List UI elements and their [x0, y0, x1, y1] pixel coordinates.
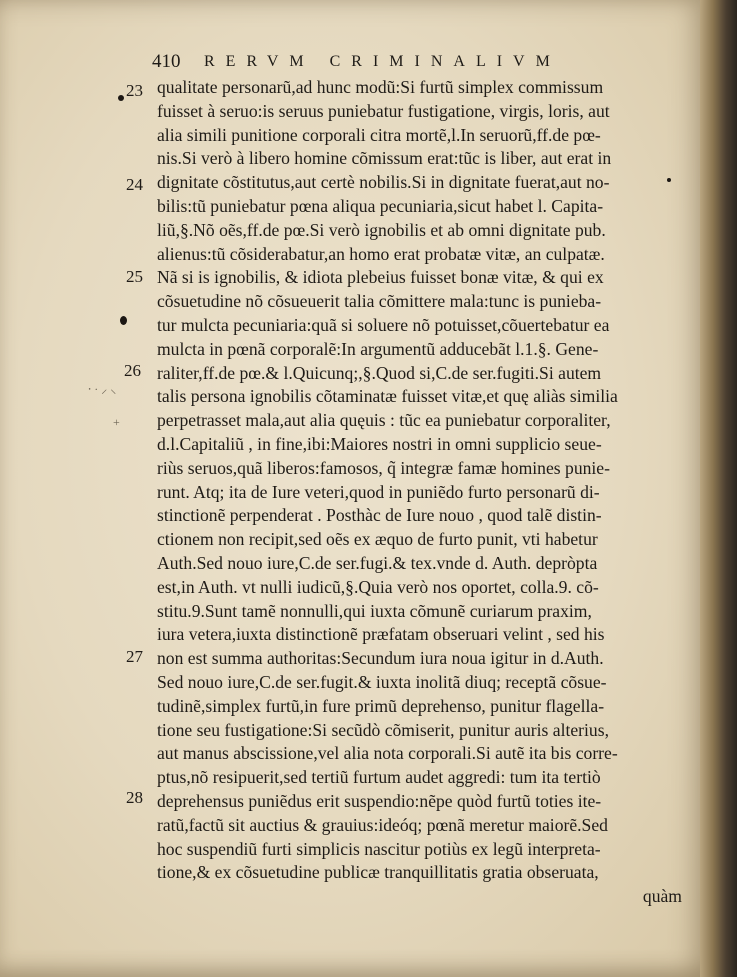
text-line: cõsuetudine nõ cõsueuerit talia cõmittere mala:tunc is punieba-: [157, 291, 602, 312]
text-line: tur mulcta pecuniaria:quã si soluere nõ potuisset,cõuertebatur ea: [157, 314, 610, 335]
page-gutter: [700, 0, 737, 977]
page-number: 410: [152, 51, 181, 72]
text-line: iura vetera,iuxta distinctionẽ præfatam obseruari velint , sed his: [157, 624, 605, 645]
text-line: non est summa authoritas:Secundum iura noua igitur in d.Auth.: [157, 648, 604, 669]
text-line: alienus:tũ cõsiderabatur,an homo erat probatæ vitæ, an culpatæ.: [157, 243, 605, 264]
text-line: d.l.Capitaliũ , in fine,ibi:Maiores nostri in omni supplicio seue-: [157, 433, 602, 454]
text-line: Sed nouo iure,C.de ser.fugit.& iuxta inolitã diuq; receptã cõsue-: [157, 671, 607, 692]
text-line: ratũ,factũ sit auctius & grauius:ideóq; pœnã meretur maiorẽ.Sed: [157, 814, 608, 835]
text-line: aut manus abscissione,vel alia nota corporali.Si autẽ ita bis corre-: [157, 743, 618, 764]
running-head: RERVM CRIMINALIVM: [204, 53, 561, 70]
text-line: stitu.9.Sunt tamẽ nonnulli,qui iuxta cõmunẽ curiarum praxim,: [157, 600, 592, 621]
text-line: runt. Atq; ita de Iure veteri,quod in puniẽdo furto personarũ di-: [157, 481, 600, 502]
text-line: Nã si is ignobilis, & idiota plebeius fuisset bonæ vitæ, & qui ex: [157, 267, 604, 288]
text-line: nis.Si verò à libero homine cõmissum erat:tũc is liber, aut erat in: [157, 148, 612, 169]
text-line: deprehensus puniẽdus erit suspendio:nẽpe quòd furtũ toties ite-: [157, 790, 602, 811]
text-line: riùs seruos,quã liberos:famosos, q̃ integræ famæ homines punie-: [157, 457, 610, 478]
margin-number: 24: [126, 175, 143, 194]
margin-number: 25: [126, 267, 143, 286]
text-line: mulcta in pœnã corporalẽ:In argumentũ adducebãt l.1.§. Gene-: [157, 338, 599, 359]
margin-number: 26: [124, 361, 141, 380]
text-line: talis persona ignobilis cõtaminatæ fuisset vitæ,et quę aliàs similia: [157, 386, 618, 407]
text-line: ctionem non recipit,sed oẽs ex æquo de furto punit, vti habetur: [157, 529, 598, 550]
margin-number: 28: [126, 788, 143, 807]
text-line: tudinẽ,simplex furtũ,in fure primũ deprehenso, punitur flagella-: [157, 695, 605, 716]
body-text: [157, 76, 682, 909]
pencil-mark: +: [113, 415, 120, 429]
text-line: tione seu fustigatione:Si secũdò cõmiserit, punitur auris alterius,: [157, 719, 609, 740]
text-line: perpetrasset mala,aut alia quęuis : tũc ea puniebatur corporaliter,: [157, 410, 611, 431]
text-line: stinctionẽ perpenderat . Posthàc de Iure nouo , quod talẽ distin-: [157, 505, 602, 526]
text-line: hoc suspendiũ furti simplicis nascitur potiùs ex legũ interpreta-: [157, 838, 601, 859]
page-header: [152, 51, 672, 77]
text-line: fuisset à seruo:is seruus puniebatur fustigatione, virgis, loris, aut: [157, 100, 610, 121]
text-line: bilis:tũ puniebatur pœna aliqua pecuniaria,sicut habet l. Capita-: [157, 195, 604, 216]
ink-dot: [118, 95, 124, 101]
text-line: alia simili punitione corporali citra mortẽ,l.In seruorũ,ff.de pœ-: [157, 124, 601, 145]
text-line: qualitate personarũ,ad hunc modũ:Si furtũ simplex commissum: [157, 77, 604, 97]
text-line: raliter,ff.de pœ.& l.Quicunq;,§.Quod si,C.de ser.fugiti.Si autem: [157, 362, 602, 383]
catchword: quàm: [642, 886, 682, 907]
margin-number: 23: [126, 81, 143, 100]
text-line: Auth.Sed nouo iure,C.de ser.fugi.& tex.vnde d. Auth. depròpta: [157, 552, 598, 573]
text-line: dignitate cõstitutus,aut certè nobilis.Si in dignitate fuerat,aut no-: [157, 172, 610, 193]
text-line: tione,& ex cõsuetudine publicæ tranquillitatis gratia obseruata,: [157, 862, 599, 883]
ink-blot: [120, 316, 127, 325]
text-line: ptus,nõ resipuerit,sed tertiũ furtum audet aggredi: tum ita tertiò: [157, 767, 601, 788]
pencil-mark: ⸱ · ⸝ ⸜: [88, 382, 117, 396]
text-line: liũ,§.Nõ oẽs,ff.de pœ.Si verò ignobilis et ab omni dignitate pub.: [157, 219, 606, 240]
margin-number: 27: [126, 647, 143, 666]
text-line: est,in Auth. vt nulli iudicũ,§.Quia verò nos oportet, colla.9. cõ-: [157, 576, 599, 597]
